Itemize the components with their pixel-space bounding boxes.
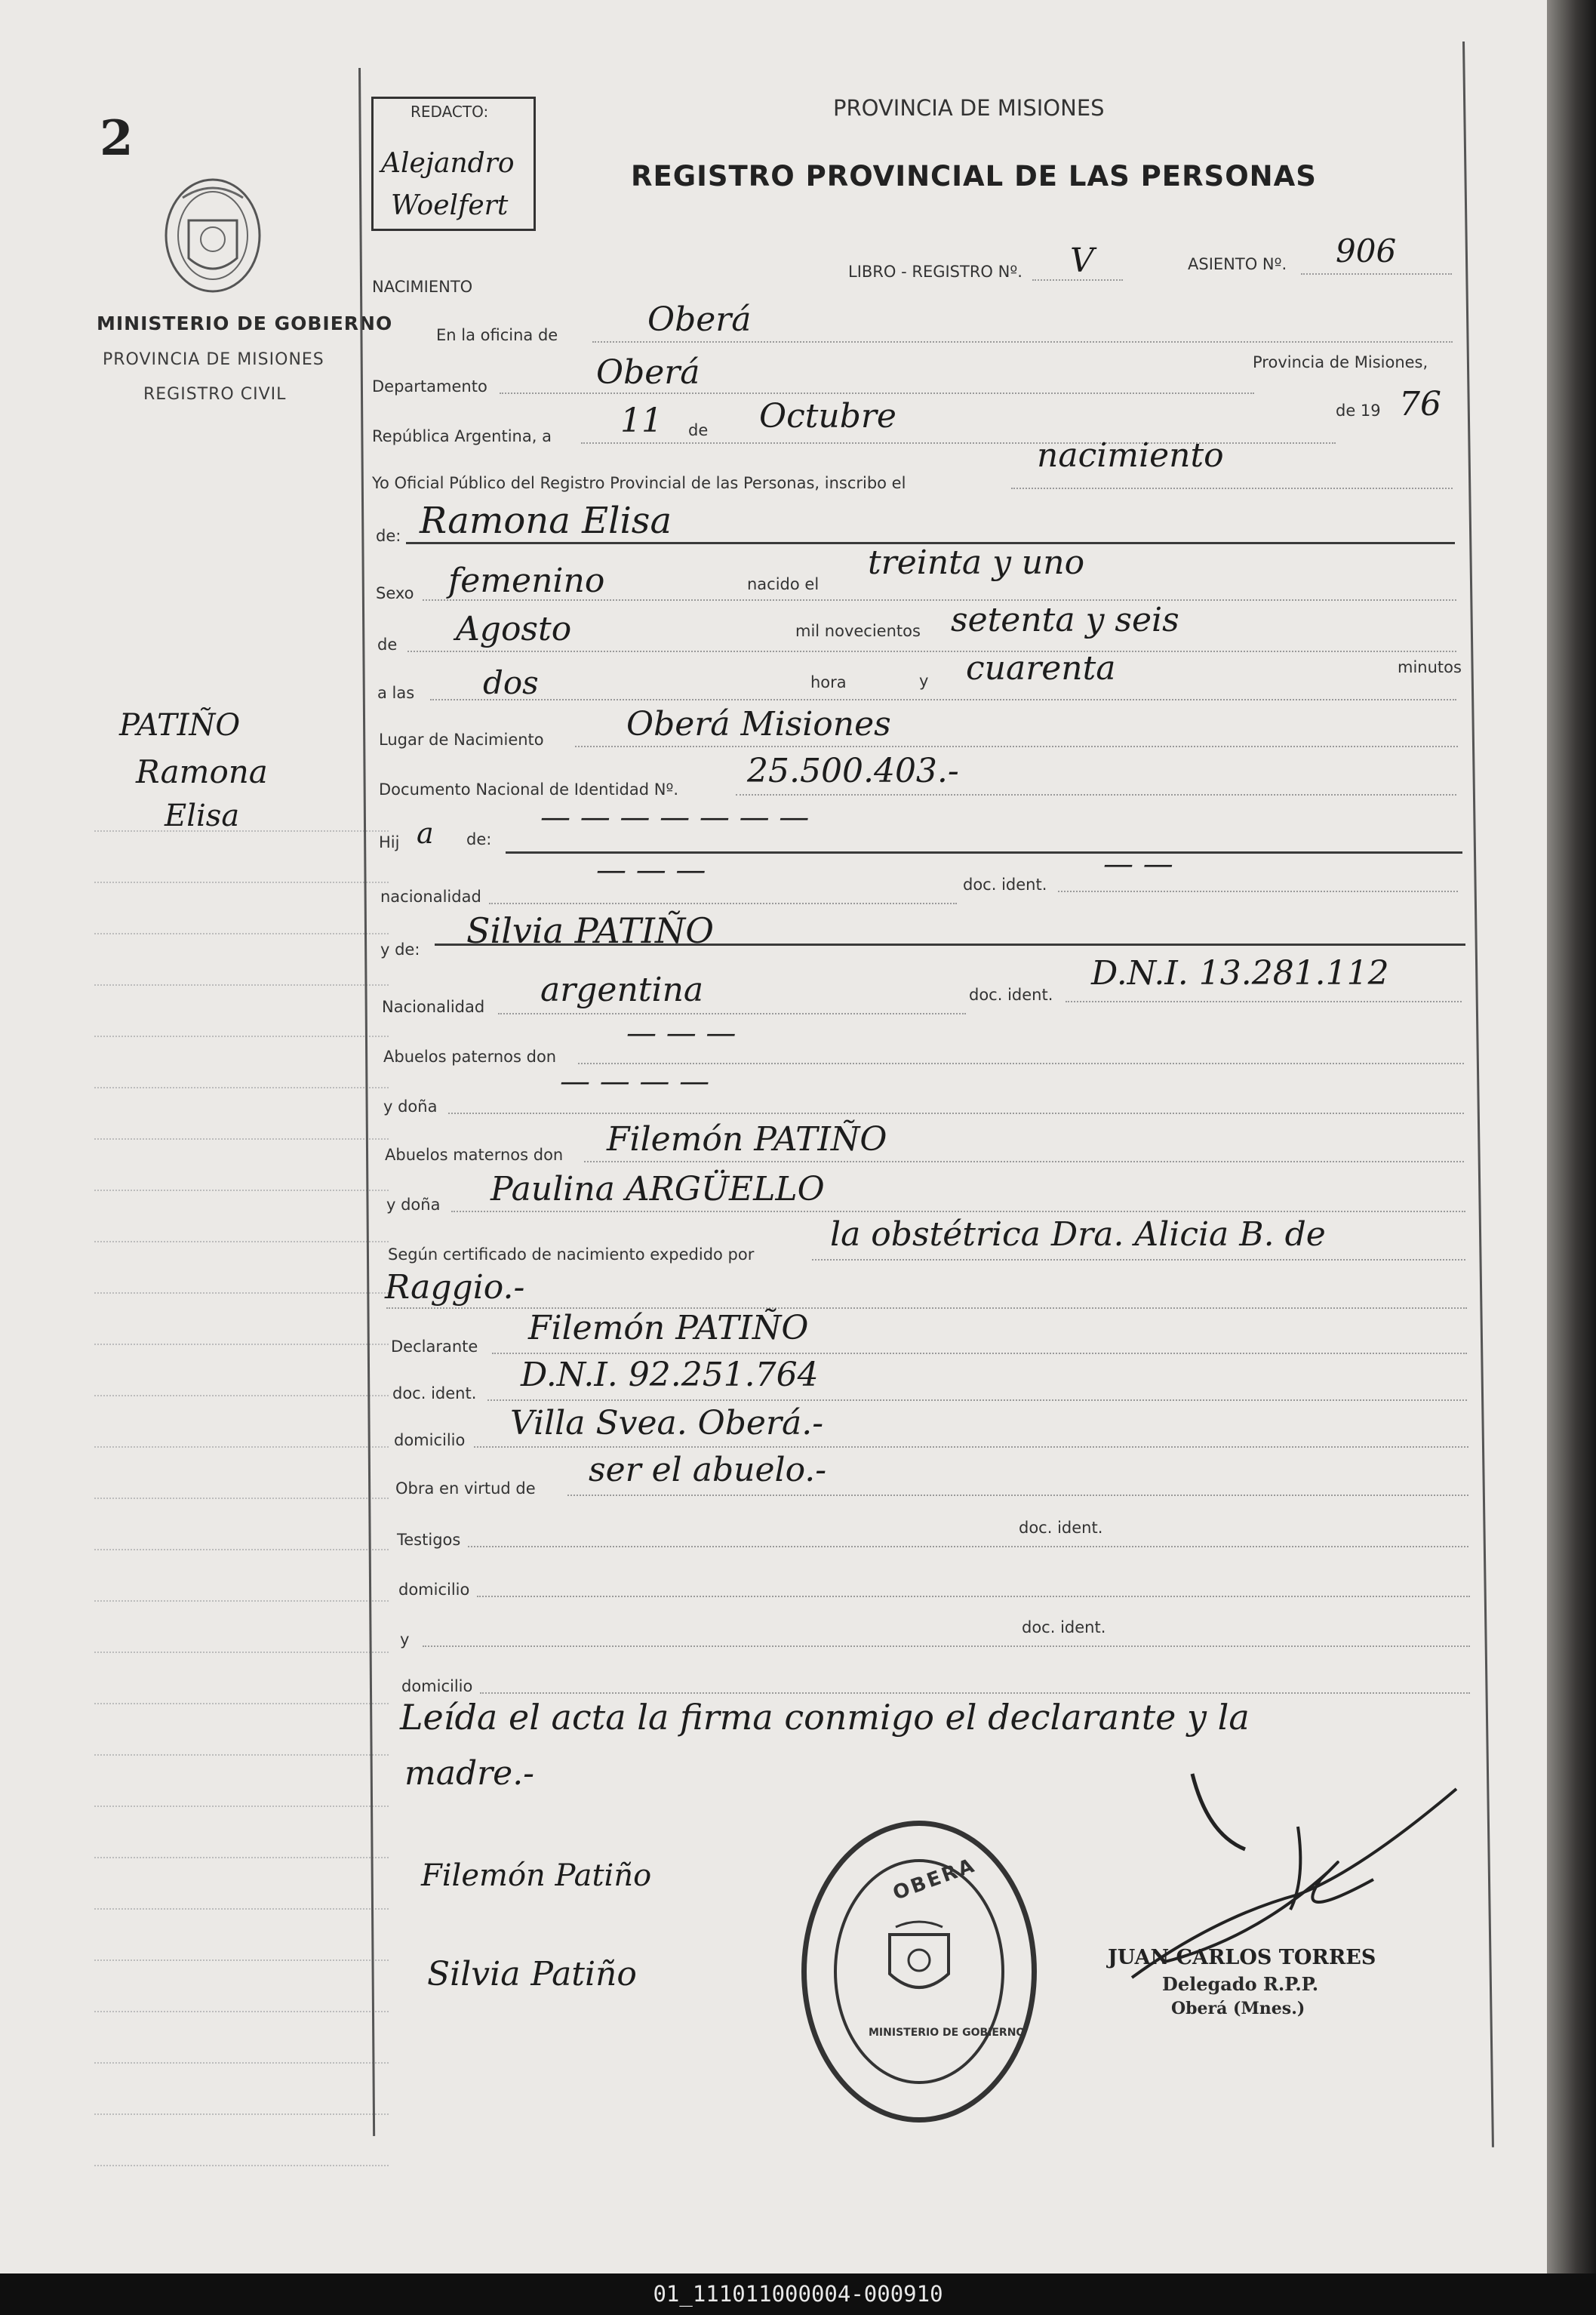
testigo-2-domicilio-label: domicilio <box>401 1677 473 1695</box>
official-stamp <box>801 1821 1037 2123</box>
redacto-label: REDACTO: <box>411 103 489 121</box>
declarante-label: Declarante <box>391 1338 478 1356</box>
margin-note-surname: PATIÑO <box>119 708 241 743</box>
birth-month-value: Agosto <box>456 610 572 648</box>
image-code-footer: 01_111011000004-000910 <box>0 2273 1596 2315</box>
republica-label: República Argentina, a <box>372 427 552 445</box>
birth-minutes-value: cuarenta <box>966 649 1116 688</box>
mother-signature: Silvia Patiño <box>427 1955 637 1993</box>
mother-doc-value: D.N.I. 13.281.112 <box>1091 954 1389 993</box>
certificate-issuer-continued-value: Raggio.- <box>385 1268 525 1307</box>
testigos-label: Testigos <box>397 1531 461 1549</box>
registration-day-value: 11 <box>620 402 663 440</box>
hijo-de-label: de: <box>466 830 492 848</box>
asiento-value: 906 <box>1336 232 1397 269</box>
minutos-label: minutos <box>1398 658 1462 676</box>
declarante-doc-label: doc. ident. <box>392 1384 477 1402</box>
dni-label: Documento Nacional de Identidad Nº. <box>379 780 679 799</box>
de-mes-label: de <box>377 636 398 654</box>
paternal-grandfather-dashes: — — — <box>626 1016 736 1051</box>
oficina-value: Oberá <box>647 300 752 339</box>
departamento-label: Departamento <box>372 377 487 396</box>
birth-place-value: Oberá Misiones <box>626 705 891 743</box>
closing-statement-line-1: Leída el acta la firma conmigo el declarante y la <box>400 1697 1250 1738</box>
nacido-label: nacido el <box>747 575 820 593</box>
dni-value: 25.500.403.- <box>747 752 959 790</box>
libro-label: LIBRO - REGISTRO Nº. <box>848 263 1022 281</box>
declarant-signature: Filemón Patiño <box>421 1858 652 1893</box>
testigos-doc-label: doc. ident. <box>1019 1519 1103 1537</box>
stamp-top-text: OBERA <box>890 1854 979 1905</box>
departamento-value: Oberá <box>596 353 700 392</box>
birth-year-value: setenta y seis <box>951 601 1179 639</box>
margin-note-second-name: Elisa <box>165 799 240 833</box>
de-label: de <box>688 421 709 439</box>
nacionalidad-label: nacionalidad <box>380 888 481 906</box>
y-testigo-label: y <box>400 1630 410 1649</box>
maternal-grandfather-value: Filemón PATIÑO <box>607 1120 887 1159</box>
father-name-dashes: — — — — — — — <box>540 800 810 835</box>
mother-nationality-value: argentina <box>540 971 704 1009</box>
asiento-label: ASIENTO Nº. <box>1188 255 1287 273</box>
testigo-2-doc-label: doc. ident. <box>1022 1618 1106 1636</box>
certificate-issuer-value: la obstétrica Dra. Alicia B. de <box>830 1215 1326 1254</box>
acting-reason-value: ser el abuelo.- <box>589 1451 827 1489</box>
y-dona-paterno-label: y doña <box>383 1097 438 1116</box>
closing-statement-line-2: madre.- <box>404 1754 535 1793</box>
declarant-name-value: Filemón PATIÑO <box>528 1309 809 1347</box>
left-province-label: PROVINCIA DE MISIONES <box>103 350 324 369</box>
stamp-center-text: MINISTERIO DE GOBIERNO <box>869 2027 1026 2039</box>
declarant-doc-value: D.N.I. 92.251.764 <box>521 1356 819 1394</box>
mil-label: mil novecientos <box>795 622 921 640</box>
abuelos-maternos-label: Abuelos maternos don <box>385 1146 564 1164</box>
registry-title: REGISTRO PROVINCIAL DE LAS PERSONAS <box>631 160 1317 192</box>
coat-of-arms-seal-icon <box>160 175 266 296</box>
de-nombre-label: de: <box>376 527 401 545</box>
hora-label: hora <box>810 673 847 691</box>
ministry-label: MINISTERIO DE GOBIERNO <box>97 312 393 334</box>
anio-label: de 19 <box>1336 402 1381 420</box>
right-border-line <box>1462 42 1494 2147</box>
redacto-name-last: Woelfert <box>391 190 509 221</box>
father-nationality-dashes: — — — <box>596 853 706 888</box>
paternal-grandmother-dashes: — — — — <box>560 1064 710 1099</box>
maternal-grandmother-value: Paulina ARGÜELLO <box>490 1170 825 1208</box>
name-value: Ramona Elisa <box>420 500 672 542</box>
abuelos-paternos-label: Abuelos paternos don <box>383 1048 557 1066</box>
margin-note-first-name: Ramona <box>136 753 268 790</box>
doc-ident-label: doc. ident. <box>963 876 1047 894</box>
provincia-label: Provincia de Misiones, <box>1253 353 1428 371</box>
registration-year-value: 76 <box>1399 385 1441 423</box>
birth-hour-value: dos <box>483 664 539 701</box>
acto-value: nacimiento <box>1037 436 1224 475</box>
header-province: PROVINCIA DE MISIONES <box>833 95 1105 121</box>
hijo-suffix-value: a <box>417 817 434 850</box>
birth-day-value: treinta y uno <box>868 543 1085 582</box>
stamp-coat-of-arms-icon <box>884 1919 955 2003</box>
a-las-label: a las <box>377 684 415 702</box>
page-edge-shadow <box>1547 0 1596 2273</box>
lugar-label: Lugar de Nacimiento <box>379 731 544 749</box>
official-location: Oberá (Mnes.) <box>1171 1999 1305 2018</box>
nacimiento-label: NACIMIENTO <box>372 278 473 296</box>
nacionalidad-2-label: Nacionalidad <box>382 998 485 1016</box>
sex-value: femenino <box>448 562 605 600</box>
redacto-name-first: Alejandro <box>381 148 515 179</box>
page-number: 2 <box>100 110 134 167</box>
civil-registry-label: REGISTRO CIVIL <box>143 385 287 404</box>
father-doc-dashes: — — <box>1103 847 1173 882</box>
official-name: JUAN CARLOS TORRES <box>1108 1946 1376 1969</box>
madre-label: y de: <box>380 940 420 959</box>
registration-month-value: Octubre <box>759 397 896 436</box>
obra-label: Obra en virtud de <box>395 1479 536 1498</box>
official-title: Delegado R.P.P. <box>1162 1973 1319 1995</box>
mother-name-value: Silvia PATIÑO <box>466 910 714 951</box>
libro-value: V <box>1070 242 1094 280</box>
oficial-text: Yo Oficial Público del Registro Provincial de las Personas, inscribo el <box>372 474 906 492</box>
domicilio-label: domicilio <box>394 1431 466 1449</box>
sexo-label: Sexo <box>376 584 414 602</box>
declarant-address-value: Villa Svea. Oberá.- <box>510 1404 824 1442</box>
hijo-label: Hij <box>379 833 400 851</box>
y-label: y <box>919 672 929 690</box>
doc-ident-2-label: doc. ident. <box>969 986 1053 1004</box>
testigos-domicilio-label: domicilio <box>398 1581 470 1599</box>
y-dona-materno-label: y doña <box>386 1196 441 1214</box>
certificado-label: Según certificado de nacimiento expedido por <box>388 1245 755 1264</box>
oficina-label: En la oficina de <box>436 326 558 344</box>
